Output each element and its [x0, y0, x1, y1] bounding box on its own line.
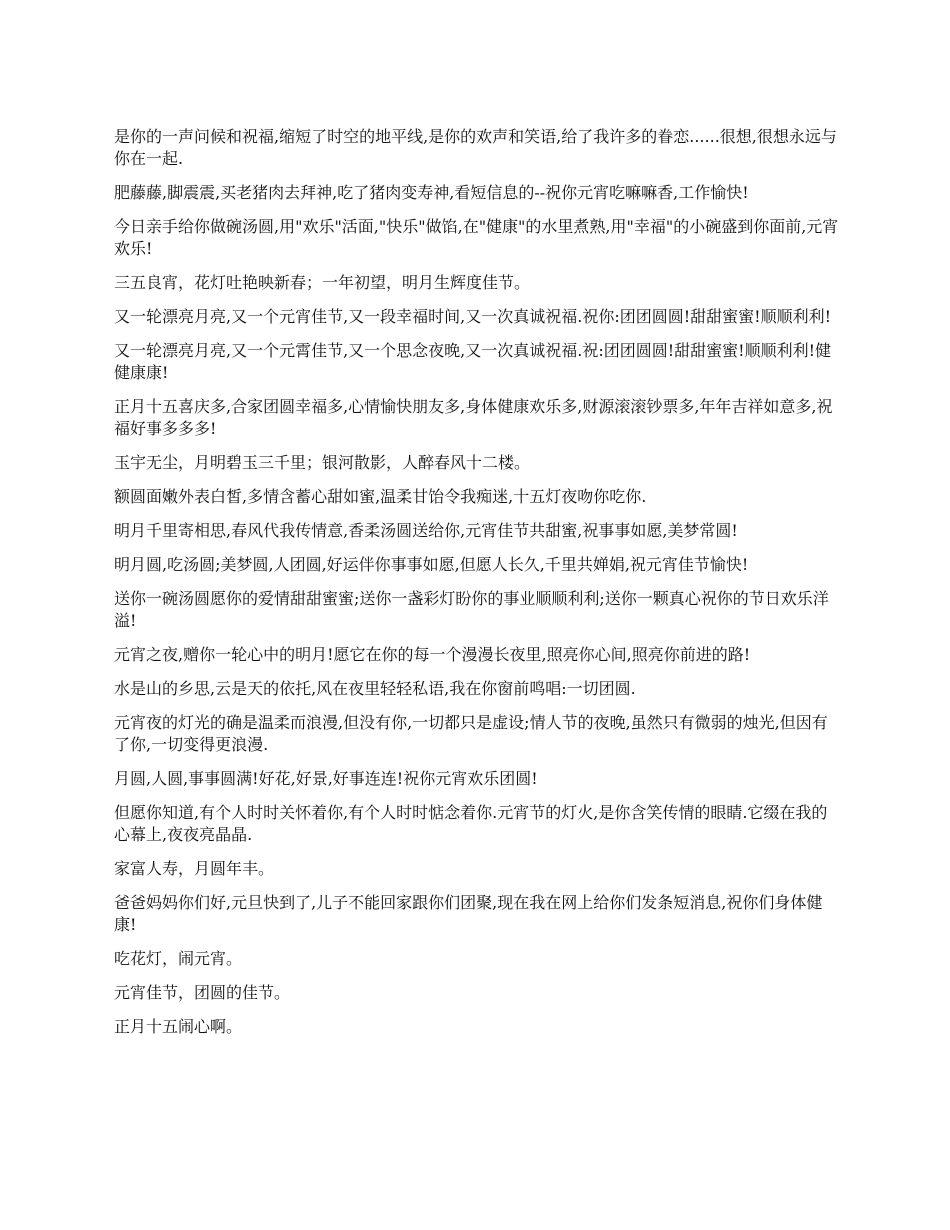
paragraph: 三五良宵，花灯吐艳映新春；一年初望，明月生辉度佳节。 [114, 273, 531, 292]
paragraph: 元宵夜的灯光的确是温柔而浪漫,但没有你,一切都只是虚设;情人节的夜晚,虽然只有微弱的烛光,但因有了你,一切变得更浪漫. [114, 713, 828, 754]
paragraph: 肥藤藤,脚震震,买老猪肉去拜神,吃了猪肉变寿神,看短信息的--祝你元宵吃嘛嘛香,工作愉快! [114, 183, 749, 202]
paragraph: 爸爸妈妈你们好,元旦快到了,儿子不能回家跟你们团聚,现在我在网上给你们发条短消息,祝你们身体健康! [114, 893, 823, 934]
paragraph: 是你的一声问候和祝福,缩短了时空的地平线,是你的欢声和笑语,给了我许多的眷恋......很想,很想永远与你在一起. [114, 127, 837, 168]
paragraph: 今日亲手给你做碗汤圆,用"欢乐"活面,"快乐"做馅,在"健康"的水里煮熟,用"幸福"的小碗盛到你面前,元宵欢乐! [114, 217, 839, 258]
document-body [114, 126, 842, 1050]
paragraph: 但愿你知道,有个人时时关怀着你,有个人时时惦念着你.元宵节的灯火,是你含笑传情的眼睛.它缀在我的心幕上,夜夜亮晶晶. [114, 803, 828, 844]
paragraph: 元宵佳节，团圆的佳节。 [114, 983, 291, 1002]
paragraph: 送你一碗汤圆愿你的爱情甜甜蜜蜜;送你一盏彩灯盼你的事业顺顺利利;送你一颗真心祝你的节日欢乐洋溢! [114, 589, 829, 630]
paragraph: 月圆,人圆,事事圆满!好花,好景,好事连连!祝你元宵欢乐团圆! [114, 769, 538, 788]
paragraph: 正月十五喜庆多,合家团圆幸福多,心情愉快朋友多,身体健康欢乐多,财源滚滚钞票多,年年吉祥如意多,祝福好事多多多! [114, 397, 833, 438]
paragraph: 水是山的乡思,云是天的依托,风在夜里轻轻私语,我在你窗前鸣唱:一切团圆. [114, 679, 636, 698]
paragraph: 明月千里寄相思,春风代我传情意,香柔汤圆送给你,元宵佳节共甜蜜,祝事事如愿,美梦常圆! [114, 521, 738, 540]
paragraph: 正月十五闹心啊。 [114, 1017, 243, 1036]
paragraph: 又一轮漂亮月亮,又一个元霄佳节,又一个思念夜晚,又一次真诚祝福.祝:团团圆圆!甜甜蜜蜜!顺顺利利!健健康康! [114, 341, 832, 382]
paragraph: 家富人寿，月圆年丰。 [114, 859, 275, 878]
paragraph: 玉宇无尘，月明碧玉三千里；银河散影，人醉春风十二楼。 [114, 453, 531, 472]
paragraph: 又一轮漂亮月亮,又一个元宵佳节,又一段幸福时间,又一次真诚祝福.祝你:团团圆圆!甜甜蜜蜜!顺顺利利! [114, 307, 832, 326]
paragraph: 额圆面嫩外表白皙,多情含蓄心甜如蜜,温柔甘饴令我痴迷,十五灯夜吻你吃你. [114, 487, 647, 506]
paragraph: 吃花灯，闹元宵。 [114, 949, 243, 968]
paragraph: 元宵之夜,赠你一轮心中的明月!愿它在你的每一个漫漫长夜里,照亮你心间,照亮你前进的路! [114, 645, 751, 664]
paragraph: 明月圆,吃汤圆;美梦圆,人团圆,好运伴你事事如愿,但愿人长久,千里共婵娟,祝元宵佳节愉快! [114, 555, 749, 574]
